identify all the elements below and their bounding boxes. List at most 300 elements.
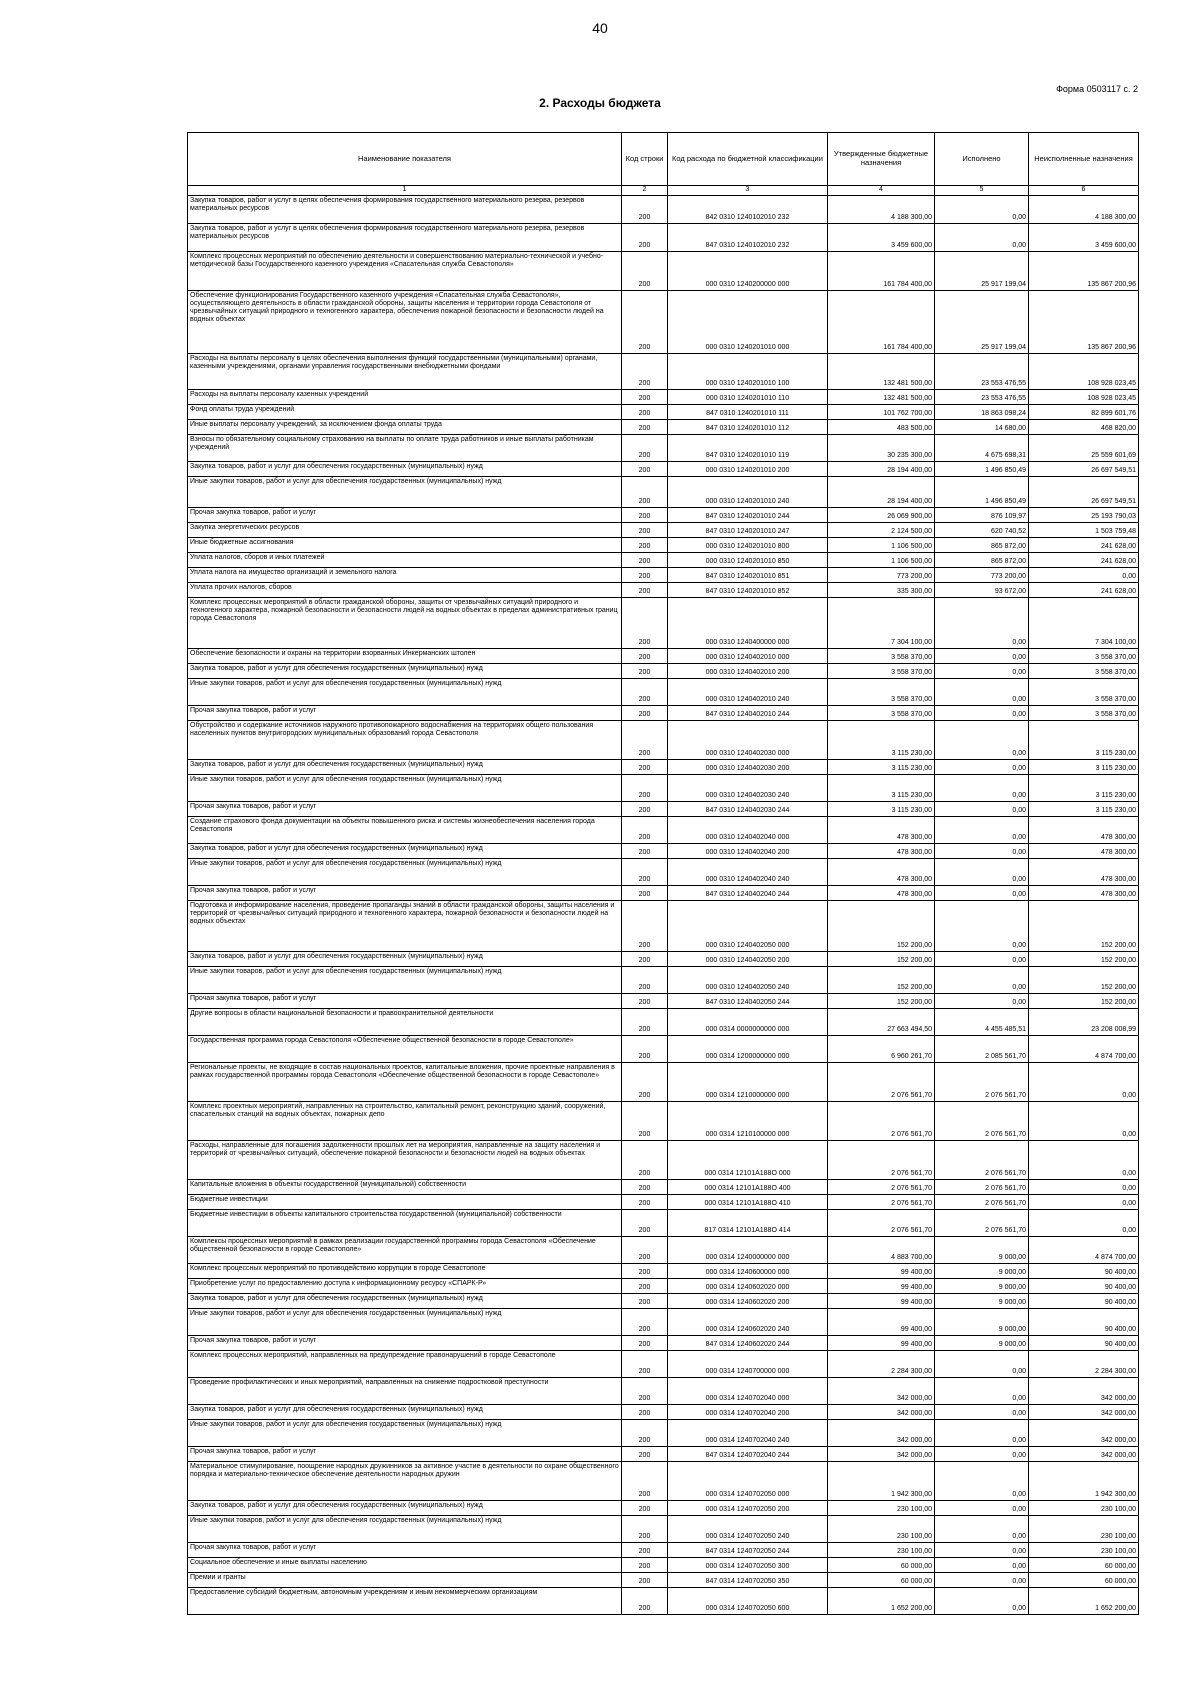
executed-amount: 773 200,00 <box>935 568 1029 583</box>
indicator-name: Закупка товаров, работ и услуг для обеспечения государственных (муниципальных) нужд <box>188 952 622 967</box>
indicator-name: Прочая закупка товаров, работ и услуг <box>188 1447 622 1462</box>
indicator-name: Прочая закупка товаров, работ и услуг <box>188 1336 622 1351</box>
executed-amount: 0,00 <box>935 1573 1029 1588</box>
line-code: 200 <box>622 1543 668 1558</box>
classification-code: 000 0310 1240402030 200 <box>668 760 828 775</box>
line-code: 200 <box>622 1210 668 1237</box>
unexecuted-amount: 478 300,00 <box>1029 844 1139 859</box>
unexecuted-amount: 152 200,00 <box>1029 901 1139 952</box>
table-body <box>188 196 1139 1615</box>
executed-amount: 25 917 199,04 <box>935 291 1029 354</box>
indicator-name: Иные закупки товаров, работ и услуг для обеспечения государственных (муниципальных) нужд <box>188 775 622 802</box>
table-row <box>188 1516 1139 1543</box>
executed-amount: 1 496 850,49 <box>935 477 1029 508</box>
line-code: 200 <box>622 844 668 859</box>
classification-code: 000 0310 1240201010 240 <box>668 477 828 508</box>
classification-code: 000 0310 1240402010 000 <box>668 649 828 664</box>
line-code: 200 <box>622 523 668 538</box>
approved-amount: 60 000,00 <box>828 1558 935 1573</box>
executed-amount: 2 076 561,70 <box>935 1102 1029 1141</box>
unexecuted-amount: 3 558 370,00 <box>1029 664 1139 679</box>
approved-amount: 1 106 500,00 <box>828 538 935 553</box>
table-row <box>188 354 1139 390</box>
indicator-name: Проведение профилактических и иных мероприятий, направленных на снижение подростковой преступности <box>188 1378 622 1405</box>
table-row <box>188 859 1139 886</box>
executed-amount: 620 740,52 <box>935 523 1029 538</box>
unexecuted-amount: 230 100,00 <box>1029 1543 1139 1558</box>
table-row <box>188 1378 1139 1405</box>
indicator-name: Региональные проекты, не входящие в состав национальных проектов, капитальные вложения, прочие проектные направления в рамках государственной программы города Севастополя «Обеспечение общественной безопасности в городе Севастополе» <box>188 1063 622 1102</box>
classification-code: 000 0314 1200000000 000 <box>668 1036 828 1063</box>
executed-amount: 0,00 <box>935 967 1029 994</box>
approved-amount: 478 300,00 <box>828 886 935 901</box>
classification-code: 000 0310 1240402010 240 <box>668 679 828 706</box>
table-row <box>188 817 1139 844</box>
line-code: 200 <box>622 1036 668 1063</box>
approved-amount: 342 000,00 <box>828 1447 935 1462</box>
indicator-name: Комплекс проектных мероприятий, направленных на строительство, капитальный ремонт, реконструкцию зданий, сооружений, спасательных станций на водных объектах, пожарных депо <box>188 1102 622 1141</box>
classification-code: 000 0314 1210100000 000 <box>668 1102 828 1141</box>
line-code: 200 <box>622 1264 668 1279</box>
table-row <box>188 1405 1139 1420</box>
line-code: 200 <box>622 477 668 508</box>
executed-amount: 0,00 <box>935 1558 1029 1573</box>
executed-amount: 18 863 098,24 <box>935 405 1029 420</box>
line-code: 200 <box>622 390 668 405</box>
unexecuted-amount: 0,00 <box>1029 1195 1139 1210</box>
classification-code: 000 0314 12101А188О 400 <box>668 1180 828 1195</box>
classification-code: 000 0314 1240702040 200 <box>668 1405 828 1420</box>
indicator-name: Фонд оплаты труда учреждений <box>188 405 622 420</box>
table-row <box>188 721 1139 760</box>
classification-code: 000 0310 1240201010 100 <box>668 354 828 390</box>
line-code: 200 <box>622 1336 668 1351</box>
table-row <box>188 523 1139 538</box>
line-code: 200 <box>622 1102 668 1141</box>
table-row <box>188 508 1139 523</box>
column-header-line-code: Код строки <box>622 133 668 186</box>
approved-amount: 2 076 561,70 <box>828 1195 935 1210</box>
approved-amount: 2 076 561,70 <box>828 1102 935 1141</box>
table-row <box>188 1351 1139 1378</box>
classification-code: 847 0314 1240602020 244 <box>668 1336 828 1351</box>
approved-amount: 28 194 400,00 <box>828 462 935 477</box>
table-row <box>188 706 1139 721</box>
line-code: 200 <box>622 1573 668 1588</box>
table-row <box>188 775 1139 802</box>
unexecuted-amount: 7 304 100,00 <box>1029 598 1139 649</box>
classification-code: 000 0310 1240402040 000 <box>668 817 828 844</box>
indicator-name: Закупка энергетических ресурсов <box>188 523 622 538</box>
indicator-name: Иные бюджетные ассигнования <box>188 538 622 553</box>
approved-amount: 478 300,00 <box>828 844 935 859</box>
line-code: 200 <box>622 252 668 291</box>
classification-code: 000 0314 1240702040 240 <box>668 1420 828 1447</box>
unexecuted-amount: 90 400,00 <box>1029 1309 1139 1336</box>
indicator-name: Прочая закупка товаров, работ и услуг <box>188 508 622 523</box>
executed-amount: 23 553 476,55 <box>935 390 1029 405</box>
line-code: 200 <box>622 952 668 967</box>
table-row <box>188 967 1139 994</box>
indicator-name: Приобретение услуг по предоставлению доступа к информационному ресурсу «СПАРК-Р» <box>188 1279 622 1294</box>
line-code: 200 <box>622 679 668 706</box>
table-row <box>188 1141 1139 1180</box>
executed-amount: 0,00 <box>935 706 1029 721</box>
indicator-name: Прочая закупка товаров, работ и услуг <box>188 886 622 901</box>
classification-code: 000 0314 1240602020 000 <box>668 1279 828 1294</box>
executed-amount: 0,00 <box>935 1543 1029 1558</box>
indicator-name: Обеспечение безопасности и охраны на территории взорванных Инкерманских штолен <box>188 649 622 664</box>
indicator-name: Закупка товаров, работ и услуг для обеспечения государственных (муниципальных) нужд <box>188 1294 622 1309</box>
line-code: 200 <box>622 886 668 901</box>
executed-amount: 0,00 <box>935 1588 1029 1615</box>
unexecuted-amount: 152 200,00 <box>1029 994 1139 1009</box>
line-code: 200 <box>622 760 668 775</box>
indicator-name: Иные закупки товаров, работ и услуг для обеспечения государственных (муниципальных) нужд <box>188 477 622 508</box>
unexecuted-amount: 241 628,00 <box>1029 583 1139 598</box>
unexecuted-amount: 342 000,00 <box>1029 1420 1139 1447</box>
indicator-name: Комплекс процессных мероприятий по противодействию коррупции в городе Севастополе <box>188 1264 622 1279</box>
table-row <box>188 1210 1139 1237</box>
approved-amount: 2 284 300,00 <box>828 1351 935 1378</box>
table-row <box>188 1279 1139 1294</box>
indicator-name: Уплата прочих налогов, сборов <box>188 583 622 598</box>
indicator-name: Комплекс процессных мероприятий в области гражданской обороны, защиты от чрезвычайных ситуаций природного и техногенного характера, пожарной безопасности и безопасности людей на водных объектах в пределах административных границ города Севастополя <box>188 598 622 649</box>
executed-amount: 1 496 850,49 <box>935 462 1029 477</box>
indicator-name: Расходы на выплаты персоналу казенных учреждений <box>188 390 622 405</box>
classification-code: 847 0310 1240201010 111 <box>668 405 828 420</box>
line-code: 200 <box>622 721 668 760</box>
column-header-unexecuted: Неисполненные назначения <box>1029 133 1139 186</box>
table-row <box>188 553 1139 568</box>
classification-code: 000 0310 1240400000 000 <box>668 598 828 649</box>
approved-amount: 99 400,00 <box>828 1279 935 1294</box>
unexecuted-amount: 135 867 200,96 <box>1029 252 1139 291</box>
table-row <box>188 435 1139 462</box>
executed-amount: 876 109,97 <box>935 508 1029 523</box>
executed-amount: 0,00 <box>935 859 1029 886</box>
executed-amount: 0,00 <box>935 844 1029 859</box>
indicator-name: Бюджетные инвестиции в объекты капитального строительства государственной (муниципальной) собственности <box>188 1210 622 1237</box>
executed-amount: 0,00 <box>935 1516 1029 1543</box>
header-row <box>188 133 1139 186</box>
executed-amount: 0,00 <box>935 649 1029 664</box>
line-code: 200 <box>622 435 668 462</box>
executed-amount: 4 675 698,31 <box>935 435 1029 462</box>
indicator-name: Закупка товаров, работ и услуг для обеспечения государственных (муниципальных) нужд <box>188 664 622 679</box>
indicator-name: Расходы на выплаты персоналу в целях обеспечения выполнения функций государственными (муниципальными) органами, казенными учреждениями, органами управления государственными внебюджетными фондами <box>188 354 622 390</box>
unexecuted-amount: 478 300,00 <box>1029 859 1139 886</box>
unexecuted-amount: 230 100,00 <box>1029 1516 1139 1543</box>
classification-code: 000 0314 1240602020 240 <box>668 1309 828 1336</box>
indicator-name: Закупка товаров, работ и услуг для обеспечения государственных (муниципальных) нужд <box>188 760 622 775</box>
unexecuted-amount: 342 000,00 <box>1029 1378 1139 1405</box>
approved-amount: 3 558 370,00 <box>828 706 935 721</box>
table-row <box>188 1195 1139 1210</box>
line-code: 200 <box>622 1279 668 1294</box>
indicator-name: Прочая закупка товаров, работ и услуг <box>188 706 622 721</box>
table-row <box>188 462 1139 477</box>
line-code: 200 <box>622 405 668 420</box>
table-row <box>188 252 1139 291</box>
indicator-name: Комплексы процессных мероприятий в рамках реализации государственной программы города Севастополя «Обеспечение общественной безопасности в городе Севастополе» <box>188 1237 622 1264</box>
unexecuted-amount: 3 115 230,00 <box>1029 802 1139 817</box>
approved-amount: 152 200,00 <box>828 967 935 994</box>
indicator-name: Закупка товаров, работ и услуг для обеспечения государственных (муниципальных) нужд <box>188 844 622 859</box>
table-row <box>188 760 1139 775</box>
indicator-name: Прочая закупка товаров, работ и услуг <box>188 1543 622 1558</box>
unexecuted-amount: 4 188 300,00 <box>1029 196 1139 224</box>
line-code: 200 <box>622 1501 668 1516</box>
approved-amount: 152 200,00 <box>828 901 935 952</box>
unexecuted-amount: 90 400,00 <box>1029 1336 1139 1351</box>
unexecuted-amount: 90 400,00 <box>1029 1294 1139 1309</box>
line-code: 200 <box>622 1462 668 1501</box>
unexecuted-amount: 1 652 200,00 <box>1029 1588 1139 1615</box>
table-row <box>188 420 1139 435</box>
column-number: 5 <box>935 186 1029 196</box>
table-row <box>188 886 1139 901</box>
column-header-approved: Утвержденные бюджетные назначения <box>828 133 935 186</box>
executed-amount: 9 000,00 <box>935 1309 1029 1336</box>
classification-code: 000 0310 1240402030 000 <box>668 721 828 760</box>
classification-code: 000 0314 1240702050 000 <box>668 1462 828 1501</box>
line-code: 200 <box>622 1378 668 1405</box>
executed-amount: 0,00 <box>935 721 1029 760</box>
classification-code: 000 0314 1240702050 600 <box>668 1588 828 1615</box>
classification-code: 847 0310 1240102010 232 <box>668 224 828 252</box>
unexecuted-amount: 241 628,00 <box>1029 553 1139 568</box>
approved-amount: 4 883 700,00 <box>828 1237 935 1264</box>
approved-amount: 152 200,00 <box>828 994 935 1009</box>
executed-amount: 0,00 <box>935 886 1029 901</box>
line-code: 200 <box>622 1309 668 1336</box>
executed-amount: 2 076 561,70 <box>935 1141 1029 1180</box>
unexecuted-amount: 82 899 601,76 <box>1029 405 1139 420</box>
approved-amount: 483 500,00 <box>828 420 935 435</box>
unexecuted-amount: 342 000,00 <box>1029 1405 1139 1420</box>
executed-amount: 0,00 <box>935 1405 1029 1420</box>
line-code: 200 <box>622 224 668 252</box>
unexecuted-amount: 0,00 <box>1029 1210 1139 1237</box>
classification-code: 000 0310 1240402050 000 <box>668 901 828 952</box>
approved-amount: 28 194 400,00 <box>828 477 935 508</box>
executed-amount: 4 455 485,51 <box>935 1009 1029 1036</box>
column-number: 2 <box>622 186 668 196</box>
approved-amount: 342 000,00 <box>828 1378 935 1405</box>
indicator-name: Иные выплаты персоналу учреждений, за исключением фонда оплаты труда <box>188 420 622 435</box>
classification-code: 847 0310 1240201010 852 <box>668 583 828 598</box>
classification-code: 000 0310 1240201010 800 <box>668 538 828 553</box>
indicator-name: Иные закупки товаров, работ и услуг для обеспечения государственных (муниципальных) нужд <box>188 967 622 994</box>
classification-code: 847 0310 1240201010 119 <box>668 435 828 462</box>
table-row <box>188 1036 1139 1063</box>
column-number: 6 <box>1029 186 1139 196</box>
table-row <box>188 1264 1139 1279</box>
executed-amount: 9 000,00 <box>935 1237 1029 1264</box>
line-code: 200 <box>622 538 668 553</box>
approved-amount: 99 400,00 <box>828 1336 935 1351</box>
approved-amount: 132 481 500,00 <box>828 354 935 390</box>
approved-amount: 342 000,00 <box>828 1420 935 1447</box>
unexecuted-amount: 478 300,00 <box>1029 886 1139 901</box>
executed-amount: 93 672,00 <box>935 583 1029 598</box>
classification-code: 000 0314 12101А188О 000 <box>668 1141 828 1180</box>
table-row <box>188 1501 1139 1516</box>
indicator-name: Бюджетные инвестиции <box>188 1195 622 1210</box>
indicator-name: Закупка товаров, работ и услуг в целях обеспечения формирования государственного материального резерва, резервов материальных ресурсов <box>188 196 622 224</box>
approved-amount: 230 100,00 <box>828 1501 935 1516</box>
approved-amount: 101 762 700,00 <box>828 405 935 420</box>
unexecuted-amount: 3 459 600,00 <box>1029 224 1139 252</box>
indicator-name: Капитальные вложения в объекты государственной (муниципальной) собственности <box>188 1180 622 1195</box>
classification-code: 847 0314 1240702050 350 <box>668 1573 828 1588</box>
table-row <box>188 994 1139 1009</box>
table-row <box>188 664 1139 679</box>
approved-amount: 3 115 230,00 <box>828 802 935 817</box>
table-row <box>188 1336 1139 1351</box>
line-code: 200 <box>622 598 668 649</box>
column-number: 3 <box>668 186 828 196</box>
approved-amount: 342 000,00 <box>828 1405 935 1420</box>
table-row <box>188 1588 1139 1615</box>
line-code: 200 <box>622 1141 668 1180</box>
table-row <box>188 952 1139 967</box>
executed-amount: 0,00 <box>935 817 1029 844</box>
table-row <box>188 1180 1139 1195</box>
unexecuted-amount: 26 697 549,51 <box>1029 462 1139 477</box>
table-row <box>188 598 1139 649</box>
unexecuted-amount: 468 820,00 <box>1029 420 1139 435</box>
table-row <box>188 196 1139 224</box>
document-title: 2. Расходы бюджета <box>539 96 661 110</box>
expenses-table <box>187 132 1139 1615</box>
line-code: 200 <box>622 775 668 802</box>
table-row <box>188 224 1139 252</box>
line-code: 200 <box>622 664 668 679</box>
unexecuted-amount: 3 115 230,00 <box>1029 775 1139 802</box>
executed-amount: 0,00 <box>935 802 1029 817</box>
classification-code: 000 0310 1240201010 110 <box>668 390 828 405</box>
approved-amount: 3 115 230,00 <box>828 760 935 775</box>
line-code: 200 <box>622 901 668 952</box>
approved-amount: 26 069 900,00 <box>828 508 935 523</box>
indicator-name: Другие вопросы в области национальной безопасности и правоохранительной деятельности <box>188 1009 622 1036</box>
table-row <box>188 1447 1139 1462</box>
table-row <box>188 583 1139 598</box>
line-code: 200 <box>622 568 668 583</box>
table-row <box>188 679 1139 706</box>
unexecuted-amount: 60 000,00 <box>1029 1573 1139 1588</box>
line-code: 200 <box>622 291 668 354</box>
approved-amount: 152 200,00 <box>828 952 935 967</box>
executed-amount: 0,00 <box>935 1351 1029 1378</box>
executed-amount: 0,00 <box>935 994 1029 1009</box>
approved-amount: 3 115 230,00 <box>828 775 935 802</box>
line-code: 200 <box>622 1588 668 1615</box>
line-code: 200 <box>622 859 668 886</box>
classification-code: 000 0314 1240600000 000 <box>668 1264 828 1279</box>
unexecuted-amount: 25 193 790,03 <box>1029 508 1139 523</box>
executed-amount: 2 085 561,70 <box>935 1036 1029 1063</box>
column-header-executed: Исполнено <box>935 133 1029 186</box>
approved-amount: 60 000,00 <box>828 1573 935 1588</box>
table-row <box>188 390 1139 405</box>
classification-code: 847 0310 1240201010 112 <box>668 420 828 435</box>
approved-amount: 773 200,00 <box>828 568 935 583</box>
indicator-name: Закупка товаров, работ и услуг в целях обеспечения формирования государственного материального резерва, резервов материальных ресурсов <box>188 224 622 252</box>
unexecuted-amount: 135 867 200,96 <box>1029 291 1139 354</box>
classification-code: 847 0314 1240702040 244 <box>668 1447 828 1462</box>
classification-code: 847 0310 1240201010 244 <box>668 508 828 523</box>
unexecuted-amount: 0,00 <box>1029 568 1139 583</box>
column-number: 4 <box>828 186 935 196</box>
table-row <box>188 405 1139 420</box>
line-code: 200 <box>622 1180 668 1195</box>
table-row <box>188 1294 1139 1309</box>
indicator-name: Комплекс процессных мероприятий по обеспечению деятельности и совершенствованию материально-технической и учебно-методической базы Государственного казенного учреждения «Спасательная служба Севастополя» <box>188 252 622 291</box>
executed-amount: 25 917 199,04 <box>935 252 1029 291</box>
line-code: 200 <box>622 1516 668 1543</box>
approved-amount: 3 115 230,00 <box>828 721 935 760</box>
executed-amount: 0,00 <box>935 1462 1029 1501</box>
classification-code: 847 0310 1240201010 851 <box>668 568 828 583</box>
executed-amount: 0,00 <box>935 224 1029 252</box>
line-code: 200 <box>622 583 668 598</box>
indicator-name: Иные закупки товаров, работ и услуг для обеспечения государственных (муниципальных) нужд <box>188 1420 622 1447</box>
executed-amount: 0,00 <box>935 664 1029 679</box>
line-code: 200 <box>622 462 668 477</box>
indicator-name: Прочая закупка товаров, работ и услуг <box>188 994 622 1009</box>
approved-amount: 161 784 400,00 <box>828 291 935 354</box>
line-code: 200 <box>622 508 668 523</box>
approved-amount: 3 459 600,00 <box>828 224 935 252</box>
classification-code: 847 0310 1240402050 244 <box>668 994 828 1009</box>
unexecuted-amount: 241 628,00 <box>1029 538 1139 553</box>
column-number-row <box>188 186 1139 196</box>
line-code: 200 <box>622 817 668 844</box>
executed-amount: 0,00 <box>935 952 1029 967</box>
classification-code: 000 0310 1240201010 000 <box>668 291 828 354</box>
executed-amount: 14 680,00 <box>935 420 1029 435</box>
approved-amount: 1 652 200,00 <box>828 1588 935 1615</box>
classification-code: 000 0314 1240700000 000 <box>668 1351 828 1378</box>
approved-amount: 2 124 500,00 <box>828 523 935 538</box>
indicator-name: Расходы, направленные для погашения задолженности прошлых лет на мероприятия, направленные на защиту населения и территорий от чрезвычайных ситуаций, обеспечение пожарной безопасности и безопасности людей на водных объектах <box>188 1141 622 1180</box>
classification-code: 000 0314 1240602020 200 <box>668 1294 828 1309</box>
indicator-name: Иные закупки товаров, работ и услуг для обеспечения государственных (муниципальных) нужд <box>188 679 622 706</box>
classification-code: 000 0310 1240402050 200 <box>668 952 828 967</box>
unexecuted-amount: 0,00 <box>1029 1063 1139 1102</box>
table-row <box>188 1462 1139 1501</box>
indicator-name: Иные закупки товаров, работ и услуг для обеспечения государственных (муниципальных) нужд <box>188 1516 622 1543</box>
unexecuted-amount: 1 942 300,00 <box>1029 1462 1139 1501</box>
classification-code: 847 0310 1240201010 247 <box>668 523 828 538</box>
indicator-name: Материальное стимулирование, поощрение народных дружинников за активное участие в деятельности по охране общественного порядка и материально-техническое обеспечение деятельности народных дружин <box>188 1462 622 1501</box>
table-row <box>188 649 1139 664</box>
line-code: 200 <box>622 1351 668 1378</box>
executed-amount: 0,00 <box>935 760 1029 775</box>
classification-code: 847 0310 1240402040 244 <box>668 886 828 901</box>
approved-amount: 3 558 370,00 <box>828 664 935 679</box>
classification-code: 817 0314 12101А188О 414 <box>668 1210 828 1237</box>
indicator-name: Иные закупки товаров, работ и услуг для обеспечения государственных (муниципальных) нужд <box>188 859 622 886</box>
indicator-name: Прочая закупка товаров, работ и услуг <box>188 802 622 817</box>
executed-amount: 0,00 <box>935 775 1029 802</box>
unexecuted-amount: 3 115 230,00 <box>1029 760 1139 775</box>
indicator-name: Взносы по обязательному социальному страхованию на выплаты по оплате труда работников и иные выплаты работникам учреждений <box>188 435 622 462</box>
column-header-name: Наименование показателя <box>188 133 622 186</box>
